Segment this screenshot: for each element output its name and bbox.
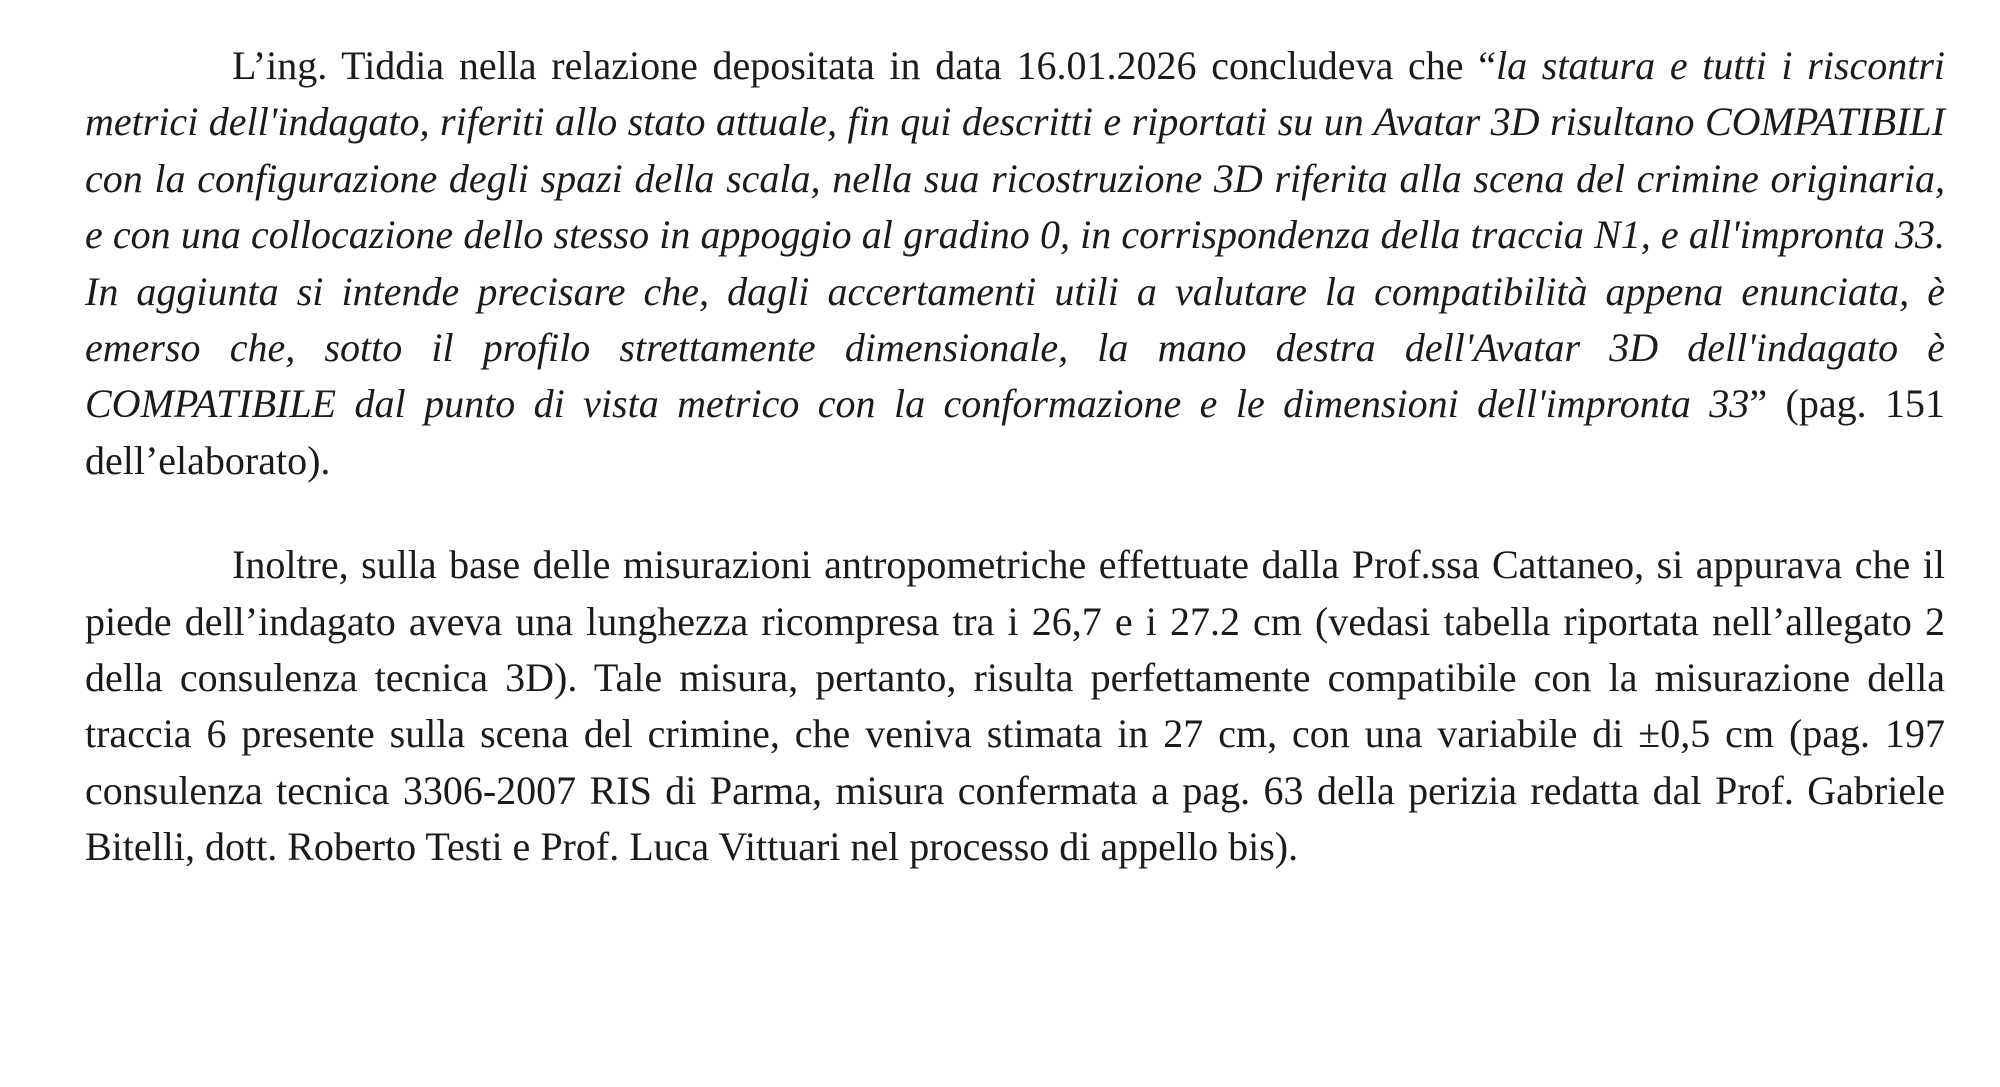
paragraph-1-intro: L’ing. Tiddia nella relazione depositata in data 16.01.2026 concludeva che “ [232,43,1496,88]
paragraph-foot-measurement: Inoltre, sulla base delle misurazioni antropometriche effettuate dalla Prof.ssa Cattaneo, si appurava che il piede dell’indagato aveva una lunghezza ricompresa tra i 26,7 e i 27.2 cm (vedasi tabella riportata nell’allegato 2 della consulenza tecnica 3D). Tale misura, pertanto, risulta perfettamente compatibile con la misurazione della traccia 6 presente sulla scena del crimine, che veniva stimata in 27 cm, con una variabile di ±0,5 cm (pag. 197 consulenza tecnica 3306-2007 RIS di Parma, misura confermata a pag. 63 della perizia redatta dal Prof. Gabriele Bitelli, dott. Roberto Testi e Prof. Luca Vittuari nel processo di appello bis). [85,542,1945,870]
paragraph-1-quote: la statura e tutti i riscontri metrici dell'indagato, riferiti allo stato attuale, fin qui descritti e riportati su un Avatar 3D risultano COMPATIBILI con la configurazione degli spazi della scala, nella sua ricostruzione 3D riferita alla scena del crimine originaria, e con una collocazione dello stesso in appoggio al gradino 0, in corrispondenza della traccia N1, e all'impronta 33. In aggiunta si intende precisare che, dagli accertamenti utili a valutare la compatibilità appena enunciata, è emerso che, sotto il profilo strettamente dimensionale, la mano destra dell'Avatar 3D dell'indagato è COMPATIBILE dal punto di vista metrico con la conformazione e le dimensioni dell'impronta 33 [85,43,1945,427]
paragraph-1-outro: ” (pag. 151 dell’elaborato). [85,381,1946,483]
document-page [85,38,1945,876]
paragraph-tiddia-conclusion [85,38,1945,489]
